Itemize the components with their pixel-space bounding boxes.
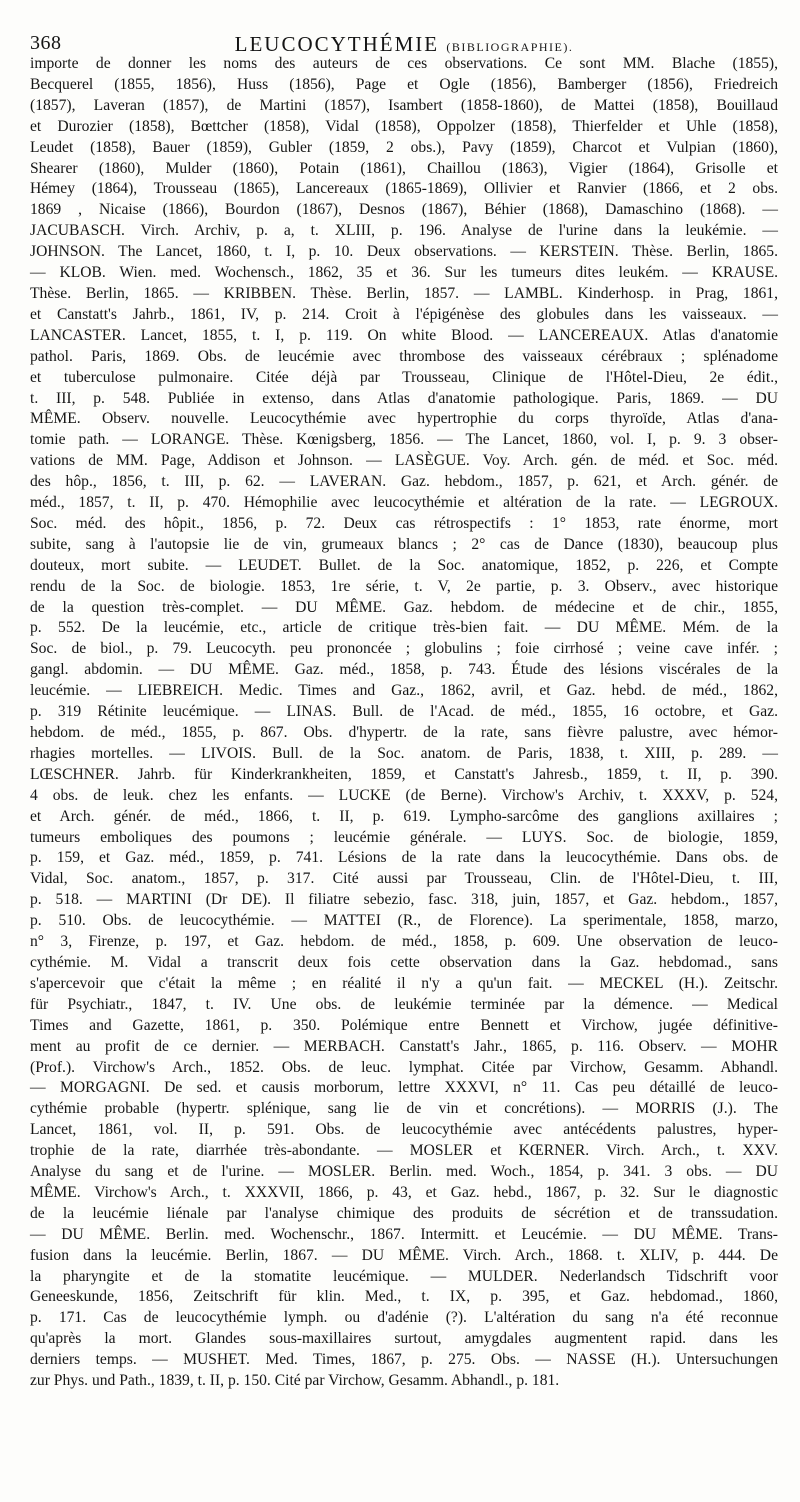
- text-line: Leudet (1858), Bauer (1859), Gubler (1859, 2 obs.), Pavy (1859), Charcot et Vulpian (1860),: [30, 138, 778, 156]
- text-line: hebdom. de méd., 1855, p. 867. Obs. d'hypertr. de la rate, sans fièvre palustre, avec hémor-: [30, 724, 778, 741]
- text-line: et Durozier (1858), Bœttcher (1858), Vidal (1858), Oppolzer (1858), Thierfelder et Uhle (1858),: [30, 117, 778, 135]
- text-line: importe de donner les noms des auteurs de ces observations. Ce sont MM. Blache (1855),: [30, 55, 778, 72]
- text-line: cythémie probable (hypertr. splénique, sang lie de vin et concrétions). — MORRIS (J.). The: [30, 1100, 778, 1118]
- text-line: fusion dans la leucémie. Berlin, 1867. — DU MÊME. Virch. Arch., 1868. t. XLIV, p. 444. De: [30, 1246, 778, 1264]
- text-line: zur Phys. und Path., 1839, t. II, p. 150. Cité par Virchow, Gesamm. Abhandl., p. 181.: [30, 1372, 560, 1390]
- text-line: p. 171. Cas de leucocythémie lymph. ou d'adénie (?). L'altération du sang n'a été reconnue: [30, 1309, 778, 1327]
- text-line: — MORGAGNI. De sed. et causis morborum, lettre XXXVI, n° 11. Cas peu détaillé de leuco-: [30, 1079, 778, 1097]
- text-line: Hémey (1864), Trousseau (1865), Lancereaux (1865-1869), Ollivier et Ranvier (1866, et 2 obs.: [30, 180, 778, 198]
- text-line: p. 552. De la leucémie, etc., article de critique très-bien fait. — DU MÊME. Mém. de la: [30, 619, 778, 637]
- text-line: et Arch. génér. de méd., 1866, t. II, p. 619. Lympho-sarcôme des ganglions axillaires ;: [30, 807, 778, 825]
- text-line: cythémie. M. Vidal a transcrit deux fois cette observation dans la Gaz. hebdomad., sans: [30, 953, 778, 971]
- text-line: Vidal, Soc. anatom., 1857, p. 317. Cité aussi par Trousseau, Clin. de l'Hôtel-Dieu, t. III,: [30, 870, 778, 888]
- text-line: n° 3, Firenze, p. 197, et Gaz. hebdom. de méd., 1858, p. 609. Une observation de leuco-: [30, 933, 778, 951]
- text-line: rhagies mortelles. — LIVOIS. Bull. de la Soc. anatom. de Paris, 1838, t. XIII, p. 289. —: [30, 744, 778, 762]
- text-line: tomie path. — LORANGE. Thèse. Kœnigsberg, 1856. — The Lancet, 1860, vol. I, p. 9. 3 obser-: [30, 431, 778, 449]
- bibliography-text: [30, 54, 778, 1392]
- text-line: MÊME. Virchow's Arch., t. XXXVII, 1866, p. 43, et Gaz. hebd., 1867, p. 32. Sur le diagnostic: [30, 1183, 778, 1201]
- text-line: Soc. de biol., p. 79. Leucocyth. peu prononcée ; globulins ; foie cirrhosé ; veine cave infér. ;: [30, 640, 778, 658]
- text-line: — DU MÊME. Berlin. med. Wochenschr., 1867. Intermitt. et Leucémie. — DU MÊME. Trans-: [30, 1225, 778, 1243]
- text-line: subite, sang à l'autopsie lie de vin, grumeaux blancs ; 2° cas de Dance (1830), beaucoup plus: [30, 535, 778, 553]
- text-line: derniers temps. — MUSHET. Med. Times, 1867, p. 275. Obs. — NASSE (H.). Untersuchungen: [30, 1351, 778, 1369]
- text-line: de la leucémie liénale par l'analyse chimique des produits de sécrétion et de transsudation.: [30, 1204, 778, 1222]
- text-line: MÊME. Observ. nouvelle. Leucocythémie avec hypertrophie du corps thyroïde, Atlas d'ana-: [30, 410, 778, 428]
- text-line: trophie de la rate, diarrhée très-abondante. — MOSLER et KŒRNER. Virch. Arch., t. XXV.: [30, 1142, 778, 1160]
- text-line: p. 518. — MARTINI (Dr DE). Il filiatre sebezio, fasc. 318, juin, 1857, et Gaz. hebdom., 1857,: [30, 891, 778, 909]
- text-line: Thèse. Berlin, 1865. — KRIBBEN. Thèse. Berlin, 1857. — LAMBL. Kinderhosp. in Prag, 1861,: [30, 284, 778, 302]
- text-line: tumeurs emboliques des poumons ; leucémie générale. — LUYS. Soc. de biologie, 1859,: [30, 828, 778, 846]
- running-title-subtitle: (BIBLIOGRAPHIE).: [446, 40, 574, 54]
- text-line: Geneeskunde, 1856, Zeitschrift für klin. Med., t. IX, p. 395, et Gaz. hebdomad., 1860,: [30, 1288, 778, 1306]
- text-line: méd., 1857, t. II, p. 470. Hémophilie avec leucocythémie et altération de la rate. — LEGROUX.: [30, 494, 778, 512]
- text-line: la pharyngite et de la stomatite leucémique. — MULDER. Nederlandsch Tidschrift voor: [30, 1267, 778, 1285]
- text-line: Lancet, 1861, vol. II, p. 591. Obs. de leucocythémie avec antécédents palustres, hyper-: [30, 1121, 778, 1139]
- running-title: [30, 32, 778, 57]
- text-line: s'apercevoir que c'était la même ; en réalité il n'y a qu'un fait. — MECKEL (H.). Zeitschr.: [30, 974, 778, 992]
- text-line: p. 159, et Gaz. méd., 1859, p. 741. Lésions de la rate dans la leucocythémie. Dans obs. de: [30, 849, 778, 867]
- text-line: Becquerel (1855, 1856), Huss (1856), Page et Ogle (1856), Bamberger (1856), Friedreich: [30, 75, 778, 93]
- text-line: rendu de la Soc. de biologie. 1853, 1re série, t. V, 2e partie, p. 3. Observ., avec historique: [30, 577, 778, 595]
- text-line: Times and Gazette, 1861, p. 350. Polémique entre Bennett et Virchow, jugée définitive-: [30, 1016, 778, 1034]
- text-line: p. 319 Rétinite leucémique. — LINAS. Bull. de l'Acad. de méd., 1855, 16 octobre, et Gaz.: [30, 703, 778, 721]
- text-line: Analyse du sang et de l'urine. — MOSLER. Berlin. med. Woch., 1854, p. 341. 3 obs. — DU: [30, 1163, 778, 1181]
- text-line: p. 510. Obs. de leucocythémie. — MATTEI (R., de Florence). La sperimentale, 1858, marzo,: [30, 912, 778, 930]
- text-line: 1869 , Nicaise (1866), Bourdon (1867), Desnos (1867), Béhier (1868), Damaschino (1868). —: [30, 201, 778, 219]
- text-line: für Psychiatr., 1847, t. IV. Une obs. de leukémie terminée par la démence. — Medical: [30, 995, 778, 1013]
- text-line: de la question très-complet. — DU MÊME. Gaz. hebdom. de médecine et de chir., 1855,: [30, 598, 778, 616]
- text-line: — KLOB. Wien. med. Wochensch., 1862, 35 et 36. Sur les tumeurs dites leukém. — KRAUSE.: [30, 264, 778, 282]
- text-line: des hôp., 1856, t. III, p. 62. — LAVERAN. Gaz. hebdom., 1857, p. 621, et Arch. génér. de: [30, 473, 778, 491]
- text-line: gangl. abdomin. — DU MÊME. Gaz. méd., 1858, p. 743. Étude des lésions viscérales de la: [30, 661, 778, 679]
- text-line: et tuberculose pulmonaire. Citée déjà par Trousseau, Clinique de l'Hôtel-Dieu, 2e édit.,: [30, 368, 778, 386]
- text-line: LANCASTER. Lancet, 1855, t. I, p. 119. On white Blood. — LANCEREAUX. Atlas d'anatomie: [30, 326, 778, 344]
- text-line: Shearer (1860), Mulder (1860), Potain (1861), Chaillou (1863), Vigier (1864), Grisolle et: [30, 159, 778, 177]
- text-line: et Canstatt's Jahrb., 1861, IV, p. 214. Croit à l'épigénèse des globules dans les vaisseaux. —: [30, 305, 778, 323]
- text-line: qu'après la mort. Glandes sous-maxillaires surtout, amygdales augmentent rapid. dans les: [30, 1330, 778, 1348]
- text-line: (Prof.). Virchow's Arch., 1852. Obs. de leuc. lymphat. Citée par Virchow, Gesamm. Abhandl.: [30, 1058, 778, 1076]
- running-head: [30, 10, 778, 54]
- text-line: (1857), Laveran (1857), de Martini (1857), Isambert (1858-1860), de Mattei (1858), Bouillaud: [30, 96, 778, 114]
- text-line: Soc. méd. des hôpit., 1856, p. 72. Deux cas rétrospectifs : 1° 1853, rate énorme, mort: [30, 514, 778, 532]
- text-line: 4 obs. de leuk. chez les enfants. — LUCKE (de Berne). Virchow's Archiv, t. XXXV, p. 524,: [30, 786, 778, 804]
- text-line: vations de MM. Page, Addison et Johnson. — LASÈGUE. Voy. Arch. gén. de méd. et Soc. méd.: [30, 452, 778, 470]
- running-title-main: LEUCOCYTHÉMIE: [234, 32, 440, 56]
- text-line: JACUBASCH. Virch. Archiv, p. a, t. XLIII, p. 196. Analyse de l'urine dans la leukémie. —: [30, 222, 778, 240]
- text-line: LŒSCHNER. Jahrb. für Kinderkrankheiten, 1859, et Canstatt's Jahresb., 1859, t. II, p. 390.: [30, 765, 778, 783]
- text-line: t. III, p. 548. Publiée in extenso, dans Atlas d'anatomie pathologique. Paris, 1869. — DU: [30, 389, 778, 407]
- text-line: ment au profit de ce dernier. — MERBACH. Canstatt's Jahr., 1865, p. 116. Observ. — MOHR: [30, 1037, 778, 1055]
- text-line: leucémie. — LIEBREICH. Medic. Times and Gaz., 1862, avril, et Gaz. hebd. de méd., 1862,: [30, 682, 778, 700]
- page-number: 368: [30, 32, 62, 54]
- text-line: JOHNSON. The Lancet, 1860, t. I, p. 10. Deux observations. — KERSTEIN. Thèse. Berlin, 1865.: [30, 243, 778, 261]
- text-line: douteux, mort subite. — LEUDET. Bullet. de la Soc. anatomique, 1852, p. 226, et Compte: [30, 556, 778, 574]
- text-line: pathol. Paris, 1869. Obs. de leucémie avec thrombose des vaisseaux cérébraux ; splénadome: [30, 347, 778, 365]
